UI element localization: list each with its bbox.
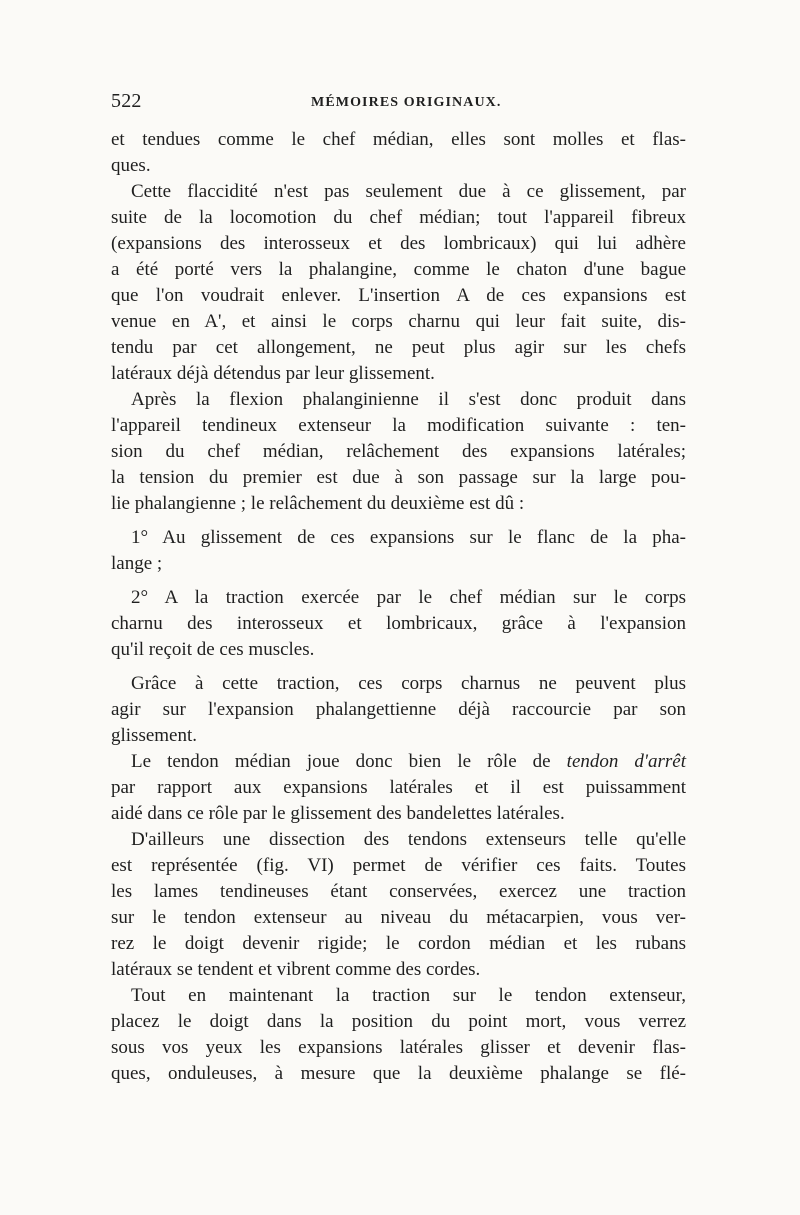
text-line: qu'il reçoit de ces muscles. — [111, 639, 315, 660]
text-line: sous vos yeux les expansions latérales glisser et devenir flas- — [111, 1037, 686, 1058]
text-line: les lames tendineuses étant conservées, exercez une traction — [111, 881, 686, 902]
paragraph-8 — [111, 827, 686, 983]
paragraph-6 — [111, 671, 686, 749]
text-line: (expansions des interosseux et des lombricaux) qui lui adhère — [111, 233, 686, 254]
text-line: 2° A la traction exercée par le chef médian sur le corps — [131, 587, 686, 608]
text-line: ques, onduleuses, à mesure que la deuxième phalange se flé- — [111, 1063, 686, 1084]
italic-term: tendon d'arrêt — [566, 751, 686, 772]
text-line: tendu par cet allongement, ne peut plus agir sur les chefs — [111, 337, 686, 358]
text-line: par rapport aux expansions latérales et il est puissamment — [111, 777, 686, 798]
text-line: suite de la locomotion du chef médian; tout l'appareil fibreux — [111, 207, 686, 228]
paragraph-gap — [111, 663, 686, 671]
text-line: l'appareil tendineux extenseur la modification suivante : ten- — [111, 415, 686, 436]
text-line: aidé dans ce rôle par le glissement des bandelettes latérales. — [111, 803, 565, 824]
text-line: lie phalangienne ; le relâchement du deuxième est dû : — [111, 493, 525, 514]
text-line: latéraux déjà détendus par leur glissement. — [111, 363, 435, 384]
text-line: a été porté vers la phalangine, comme le chaton d'une bague — [111, 259, 686, 280]
text-line — [111, 749, 686, 775]
paragraph-gap — [111, 577, 686, 585]
text-line: 1° Au glissement de ces expansions sur le flanc de la pha- — [131, 527, 686, 548]
text-line: Grâce à cette traction, ces corps charnus ne peuvent plus — [131, 673, 686, 694]
paragraph-5 — [111, 585, 686, 663]
text-line: Tout en maintenant la traction sur le tendon extenseur, — [131, 985, 686, 1006]
text-line: que l'on voudrait enlever. L'insertion A de ces expansions est — [111, 285, 686, 306]
text-line: venue en A', et ainsi le corps charnu qui leur fait suite, dis- — [111, 311, 686, 332]
text-line: Cette flaccidité n'est pas seulement due à ce glissement, par — [131, 181, 686, 202]
paragraph-3 — [111, 387, 686, 517]
text-line: latéraux se tendent et vibrent comme des cordes. — [111, 959, 481, 980]
paragraph-1 — [111, 127, 686, 179]
text-line: placez le doigt dans la position du point mort, vous verrez — [111, 1011, 686, 1032]
text-line: agir sur l'expansion phalangettienne déjà raccourcie par son — [111, 699, 686, 720]
page-header — [111, 90, 686, 120]
text-line: rez le doigt devenir rigide; le cordon médian et les rubans — [111, 933, 686, 954]
paragraph-gap — [111, 517, 686, 525]
paragraph-9 — [111, 983, 686, 1087]
page-number: 522 — [111, 90, 142, 112]
paragraph-2 — [111, 179, 686, 387]
text-line: est représentée (fig. VI) permet de vérifier ces faits. Toutes — [111, 855, 686, 876]
text-line: D'ailleurs une dissection des tendons extenseurs telle qu'elle — [131, 829, 686, 850]
body-text — [111, 127, 686, 1087]
text-line: sur le tendon extenseur au niveau du métacarpien, vous ver- — [111, 907, 686, 928]
text-line: la tension du premier est due à son passage sur la large pou- — [111, 467, 686, 488]
text-line: charnu des interosseux et lombricaux, grâce à l'expansion — [111, 613, 686, 634]
text-line: sion du chef médian, relâchement des expansions latérales; — [111, 441, 686, 462]
running-title: MÉMOIRES ORIGINAUX. — [311, 95, 502, 110]
text-line: et tendues comme le chef médian, elles sont molles et flas- — [111, 129, 686, 150]
paragraph-4 — [111, 525, 686, 577]
text-line: ques. — [111, 155, 151, 176]
text-line: lange ; — [111, 553, 163, 574]
text-line: Après la flexion phalanginienne il s'est donc produit dans — [131, 389, 686, 410]
paragraph-7 — [111, 749, 686, 827]
text-line-start: Le tendon médian joue donc bien le rôle de — [131, 751, 567, 772]
text-line: glissement. — [111, 725, 198, 746]
